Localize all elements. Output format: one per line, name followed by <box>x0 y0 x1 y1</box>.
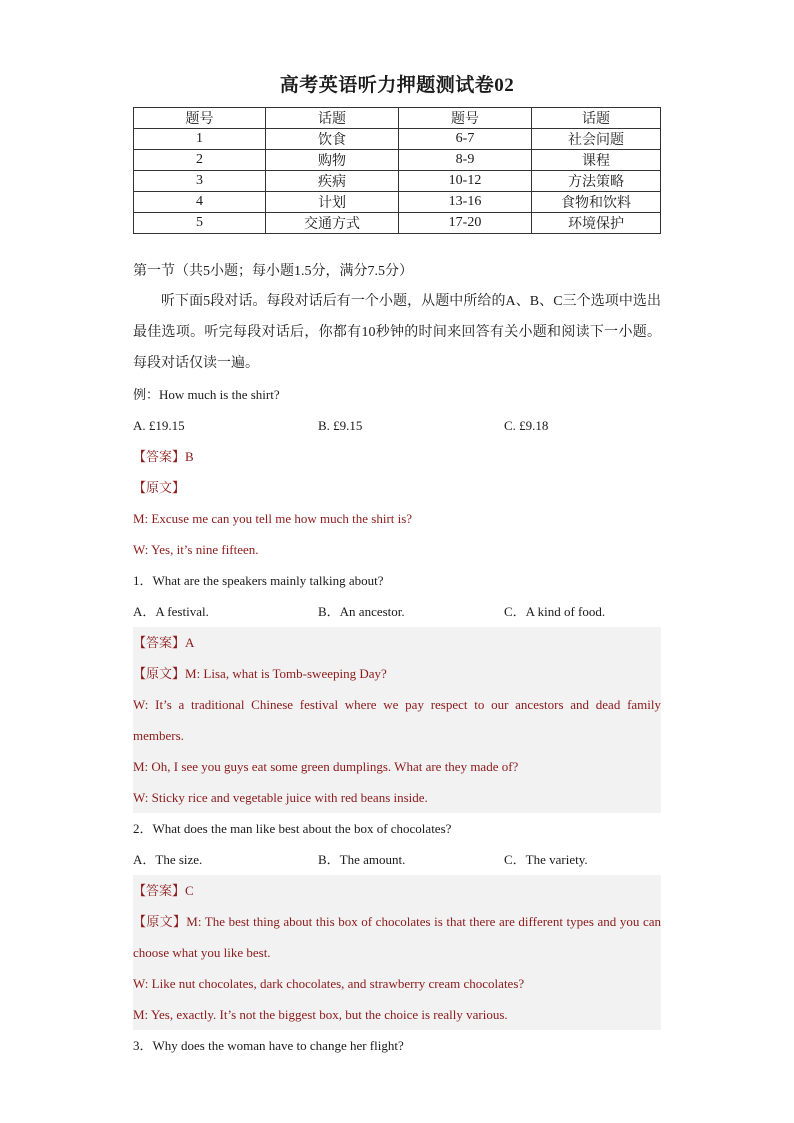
table-row <box>134 150 661 171</box>
table-cell: 1 <box>134 129 266 150</box>
page-title: 高考英语听力押题测试卷02 <box>279 75 515 96</box>
table-cell: 13-16 <box>399 192 532 213</box>
script-line: M: Oh, I see you guys eat some green dumplings. What are they made of? <box>133 759 519 774</box>
table-header: 话题 <box>532 108 661 129</box>
table-cell: 6-7 <box>399 129 532 150</box>
table-cell: 购物 <box>266 150 399 171</box>
question-1-options <box>133 596 661 627</box>
option-c: C．The variety. <box>504 852 588 867</box>
question-2: 2．What does the man like best about the box of chocolates? <box>133 821 452 836</box>
table-cell: 方法策略 <box>532 171 661 192</box>
table-row <box>134 213 661 234</box>
topic-table <box>133 107 661 234</box>
option-a: A. £19.15 <box>133 418 185 433</box>
example-answer: 【答案】B <box>133 449 194 464</box>
answer: 【答案】A <box>133 635 195 650</box>
script-line: M: Yes, exactly. It’s not the biggest box, but the choice is really various. <box>133 1007 508 1022</box>
table-cell: 饮食 <box>266 129 399 150</box>
table-cell: 2 <box>134 150 266 171</box>
table-header: 题号 <box>399 108 532 129</box>
example-script-label: 【原文】 <box>133 480 186 495</box>
table-row <box>134 129 661 150</box>
table-cell: 社会问题 <box>532 129 661 150</box>
table-cell: 食物和饮料 <box>532 192 661 213</box>
script-line: M: The best thing about this box of chocolates is that there are different types and you can choose what you like best. <box>133 914 661 960</box>
table-header-row <box>134 108 661 129</box>
table-cell: 环境保护 <box>532 213 661 234</box>
script-line: W: It’s a traditional Chinese festival where we pay respect to our ancestors and dead family members. <box>133 697 661 743</box>
option-b: B．An ancestor. <box>318 604 405 619</box>
table-cell: 17-20 <box>399 213 532 234</box>
option-a: A．A festival. <box>133 604 209 619</box>
script-line: W: Yes, it’s nine fifteen. <box>133 542 259 557</box>
table-cell: 3 <box>134 171 266 192</box>
script-label: 【原文】 <box>133 666 186 681</box>
table-row <box>134 192 661 213</box>
section-heading: 第一节（共5小题；每小题1.5分，满分7.5分） <box>133 264 413 279</box>
instructions: 听下面5段对话。每段对话后有一个小题，从题中所给的A、B、C三个选项中选出最佳选项。听完每段对话后，你都有10秒钟的时间来回答有关小题和阅读下一小题。每段对话仅读一遍。 <box>133 294 661 371</box>
table-cell: 课程 <box>532 150 661 171</box>
table-header: 题号 <box>134 108 266 129</box>
document-page <box>133 62 661 1061</box>
question-2-options <box>133 844 661 875</box>
table-cell: 5 <box>134 213 266 234</box>
option-c: C. £9.18 <box>504 418 549 433</box>
table-cell: 8-9 <box>399 150 532 171</box>
table-cell: 4 <box>134 192 266 213</box>
answer: 【答案】C <box>133 883 194 898</box>
script-line: W: Like nut chocolates, dark chocolates, and strawberry cream chocolates? <box>133 976 525 991</box>
table-cell: 疾病 <box>266 171 399 192</box>
table-cell: 10-12 <box>399 171 532 192</box>
script-line: M: Lisa, what is Tomb-sweeping Day? <box>185 666 387 681</box>
option-b: B．The amount. <box>318 852 406 867</box>
option-c: C．A kind of food. <box>504 604 606 619</box>
script-label: 【原文】 <box>133 914 187 929</box>
table-cell: 计划 <box>266 192 399 213</box>
option-a: A．The size. <box>133 852 203 867</box>
option-b: B. £9.15 <box>318 418 363 433</box>
question-3: 3．Why does the woman have to change her flight? <box>133 1038 404 1053</box>
script-line: W: Sticky rice and vegetable juice with red beans inside. <box>133 790 428 805</box>
question-2-answer-block <box>133 875 661 1030</box>
table-cell: 交通方式 <box>266 213 399 234</box>
script-line: M: Excuse me can you tell me how much the shirt is? <box>133 511 413 526</box>
table-header: 话题 <box>266 108 399 129</box>
example-options <box>133 410 661 441</box>
question-1-answer-block <box>133 627 661 813</box>
table-row <box>134 171 661 192</box>
example-question: 例：How much is the shirt? <box>133 387 280 402</box>
question-1: 1．What are the speakers mainly talking about? <box>133 573 384 588</box>
